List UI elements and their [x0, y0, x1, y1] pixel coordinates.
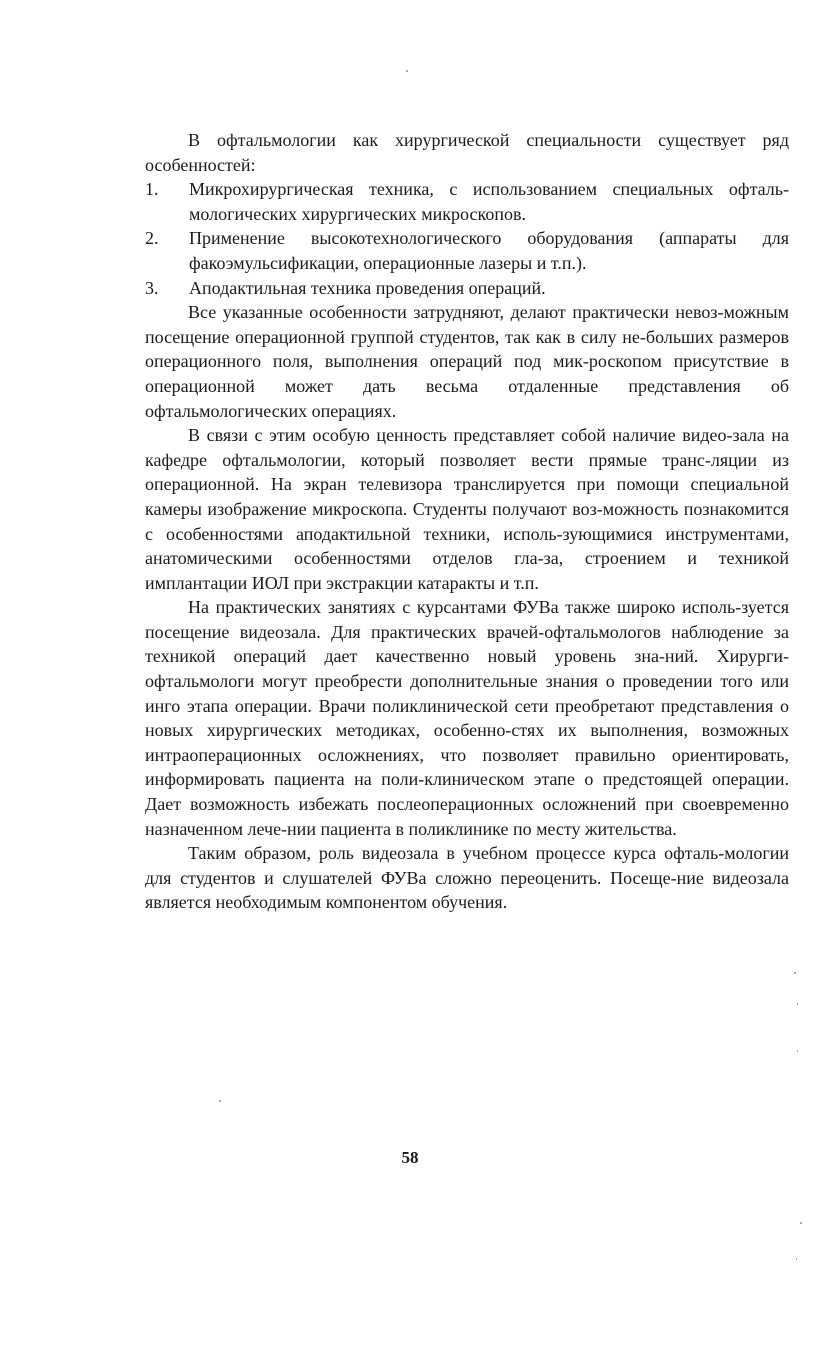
list-item-text: Аподактильная техника проведения операций. — [189, 277, 546, 298]
list-item-number: 3. — [145, 277, 159, 298]
list-item-text: Применение высокотехнологического оборудования (аппараты для факоэмульсификации, операционные лазеры и т.п.). — [189, 228, 789, 273]
scan-speck — [800, 1222, 802, 1224]
list-item — [145, 177, 789, 226]
scan-speck — [797, 1003, 798, 1005]
list-item-text: Микрохирургическая техника, с использованием специальных офталь-мологических хирургических микроскопов. — [189, 179, 789, 224]
scan-speck — [794, 972, 796, 974]
paragraph-conclusion: Таким образом, роль видеозала в учебном процессе курса офталь-мологии для студентов и слушателей ФУВа сложно переоценить. Посеще-ние видеозала является необходимым компонентом обучения. — [145, 843, 789, 913]
body-text — [145, 128, 789, 915]
intro-paragraph: В офтальмологии как хирургической специальности существует ряд особенностей: — [145, 130, 789, 175]
paragraph-difficulties: Все указанные особенности затрудняют, делают практически невоз-можным посещение операционной группой студентов, так как в силу не-больших размеров операционного поля, выполнения операций под мик-роскопом присутствие в операционной может дать весьма отдаленные представления об офтальмологических операциях. — [145, 302, 789, 421]
list-item-number: 2. — [145, 228, 159, 249]
paragraph-video-hall: В связи с этим особую ценность представляет собой наличие видео-зала на кафедре офтальмологии, который позволяет вести прямые транс-ляции из операционной. На экран телевизора транслируется при помощи специальной камеры изображение микроскопа. Студенты получают воз-можность познакомится с особенностями аподактильной техники, исполь-зующимися инструментами, анатомическими особенностями отделов гла-за, строением и техникой имплантации ИОЛ при экстракции катаракты и т.п. — [145, 425, 789, 593]
list-item — [145, 276, 789, 301]
scan-speck — [797, 1050, 798, 1052]
page-number: 58 — [401, 1148, 419, 1167]
list-item-number: 1. — [145, 179, 159, 200]
scan-speck — [796, 1258, 797, 1260]
scan-speck — [406, 70, 408, 72]
paragraph-practical-classes: На практических занятиях с курсантами ФУВа также широко исполь-зуется посещение видеозала. Для практических врачей-офтальмологов наблюдение за техникой операций дает качественно новый уровень зна-ний. Хирурги-офтальмологи могут преобрести дополнительные знания о проведении того или инго этапа операции. Врачи поликлинической сети преобретают представления о новых хирургических методиках, особенно-стях их выполнения, возможных интраоперационных осложнениях, что позволяет правильно ориентировать, информировать пациента на поли-клиническом этапе о предстоящей операции. Дает возможность избежать послеоперационных осложнений при своевременно назначенном лече-нии пациента в поликлинике по месту жительства. — [145, 597, 789, 839]
features-list — [145, 177, 789, 300]
list-item — [145, 226, 789, 275]
scan-speck — [219, 1100, 221, 1102]
